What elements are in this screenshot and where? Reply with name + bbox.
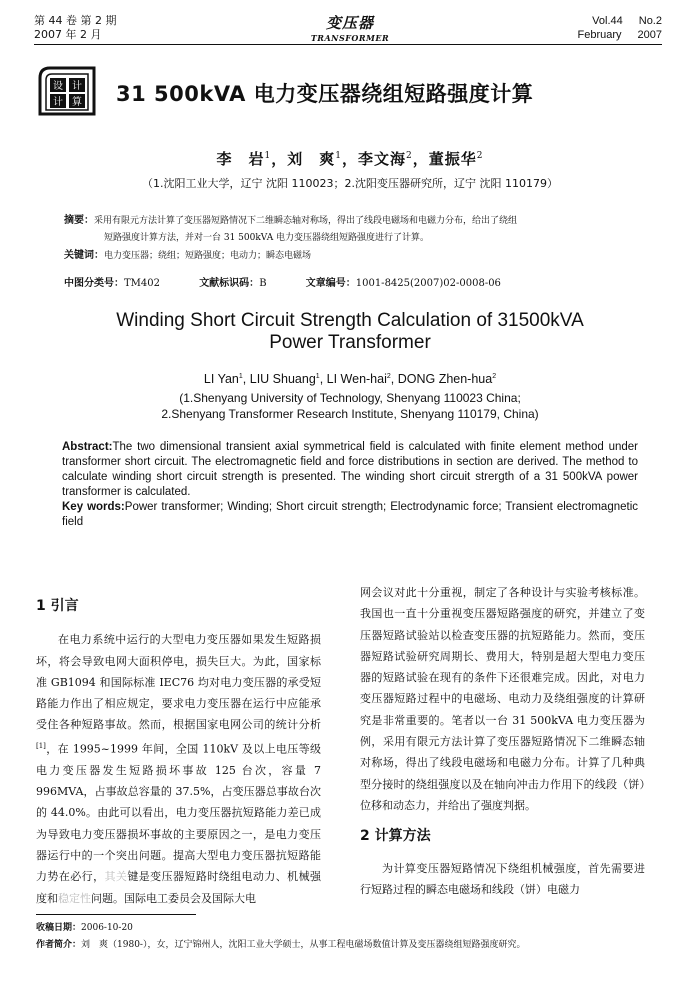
received-date: 2006-10-20	[81, 923, 133, 933]
author-bio: 刘 爽（1980-），女，辽宁锦州人，沈阳工业大学硕士，从事工程电磁场数值计算及变压器绕组短路强度研究。	[81, 940, 526, 950]
author-affil-mark: 2	[406, 151, 413, 161]
affil-en-line2: 2.Shenyang Transformer Research Institute, Shenyang 110179, China)	[161, 407, 539, 421]
section-heading-introduction: 1 引言	[36, 598, 79, 614]
footnote	[36, 920, 525, 954]
clc-number: TM402	[124, 278, 160, 289]
year-en: 2007	[637, 29, 662, 41]
intro-text-b: ，在 1995~1999 年间，全国 110kV 及以上电压等级电力变压器发生短路损坏事故 125 台次，容量 7 996MVA，占事故总容量的 37.5%，占变压器总事故台次的 44.0%。由此可以看出，电力变压器抗短路能力差已成为导致电力变压器损坏事故的主要原因之一，是电力变压器运行中的一个突出问题。提高大型电力变压器抗短路能力势在必行，	[36, 742, 321, 884]
affiliations-en	[0, 390, 700, 422]
received-label: 收稿日期：	[36, 923, 82, 933]
intro-paragraph-continued: 网会议对此十分重视，制定了各种设计与实验考核标准。我国也一直十分重视变压器短路强度的研究，并建立了变压器短路试验站以检查变压器的抗短路能力。然而，变压器短路试验研究周期长、费用大，特别是超大型电力变压器的短路试验在现有的条件下还很难完成。因此，对电力变压器短路过程中的电磁场、电动力及绕组强度的计算研究是非常重要的。笔者以一台 31 500kVA 电力变压器为例，采用有限元方法计算了变压器短路情况下二维瞬态轴对称场，得出了线段电磁场和电磁力分布。计算了几种典型分接时的绕组强度以及在轴向冲击力作用下的线段（饼）位移和动态力，并给出了强度判据。	[360, 586, 645, 812]
author-affil-mark-en: 2	[492, 372, 497, 380]
intro-paragraph	[36, 629, 321, 909]
author-name: 李 岩	[216, 150, 265, 168]
header-rule	[34, 44, 662, 45]
citation-ref: [1]	[36, 741, 46, 750]
article-number: 1001-8425(2007)02-0008-06	[355, 278, 501, 289]
title-en-line1: Winding Short Circuit Strength Calculation of 31500kVA	[116, 310, 584, 331]
author-name-en: LI Yan	[203, 372, 239, 386]
keywords-label-en: Key words:	[62, 501, 125, 513]
author-name-en: LIU Shuang	[249, 372, 316, 386]
abstract-label-en: Abstract:	[62, 441, 113, 453]
clc-label: 中图分类号：	[64, 278, 124, 289]
design-calculation-column-icon	[36, 62, 98, 118]
month-en: February	[577, 29, 622, 41]
author-affil-mark-en: 1	[315, 372, 320, 380]
author-name: 刘 爽	[287, 150, 336, 168]
keywords-label-cn: 关键词：	[64, 250, 104, 261]
abstract-en	[62, 440, 638, 530]
volume-issue: 第 44 卷 第 2 期	[34, 14, 117, 27]
paper-title-en	[0, 310, 700, 354]
author-name-en: LI Wen-hai	[326, 372, 387, 386]
title-en-line2: Power Transformer	[269, 332, 431, 353]
body-column-left	[36, 580, 321, 909]
method-paragraph: 为计算变压器短路情况下绕组机械强度，首先需要进行短路过程的瞬态电磁场和线段（饼）电磁力	[360, 861, 645, 896]
author-name: 董振华	[428, 150, 477, 168]
keywords-text-en: Power transformer; Winding; Short circuit strength; Electrodynamic force; Transient electromagnetic field	[62, 501, 639, 528]
author-list-cn: 李 岩$^1$，刘 爽$^1$，李文海$^2$，董振华$^2$	[216, 150, 484, 168]
number-en: No.2	[638, 15, 662, 27]
author-affil-mark: 2	[476, 151, 484, 161]
author-name-en: DONG Zhen-hua	[397, 372, 493, 386]
affiliations-cn: （1.沈阳工业大学，辽宁 沈阳 110023；2.沈阳变压器研究所，辽宁 沈阳 110179）	[142, 177, 558, 190]
author-list-en: LI Yan$^1$, LIU Shuang$^1$, LI Wen-hai$^2$, DONG Zhen-hua$^2$	[203, 372, 497, 386]
keywords-text-cn: 电力变压器；绕组；短路强度；电动力；瞬态电磁场	[104, 251, 312, 261]
article-number-label: 文章编号：	[305, 278, 356, 289]
journal-issue-en	[561, 14, 662, 42]
journal-name-en: TRANSFORMER	[310, 33, 390, 43]
author-affil-mark: 1	[335, 151, 342, 161]
logo-char-she: 设	[53, 81, 63, 92]
section-heading-method: 2 计算方法	[360, 828, 431, 845]
author-affil-mark-en: 2	[386, 372, 391, 380]
author-bio-label: 作者简介：	[36, 940, 82, 950]
footnote-rule	[36, 914, 196, 915]
doc-code: B	[259, 278, 267, 289]
author-affil-mark-en: 1	[238, 372, 243, 380]
logo-char-suan: 算	[72, 97, 82, 108]
abstract-label-cn: 摘要：	[64, 215, 94, 226]
classification-row	[64, 274, 501, 289]
issue-date: 2007 年 2 月	[34, 28, 102, 41]
logo-char-ji2: 计	[53, 97, 63, 108]
author-name: 李文海	[358, 150, 407, 168]
abstract-text-line2: 短路强度计算方法，并对一台 31 500kVA 电力变压器绕组短路强度进行了计算。	[104, 233, 430, 243]
author-affil-mark: 1	[264, 151, 272, 161]
logo-char-ji: 计	[72, 81, 82, 92]
faded-text: 其关	[104, 870, 128, 884]
keywords-cn	[64, 247, 664, 265]
affil-en-line1: (1.Shenyang University of Technology, Shenyang 110023 China;	[179, 391, 521, 405]
abstract-text-line1: 采用有限元方法计算了变压器短路情况下二维瞬态轴对称场，得出了线段电磁场和电磁力分布，给出了绕组	[94, 216, 518, 226]
paper-title-cn: 31 500kVA 电力变压器绕组短路强度计算	[116, 82, 534, 106]
abstract-text-en: The two dimensional transient axial symmetrical field is calculated with finite element method under transformer short circuit. The electromagnetic field and force distributions in section are derived. The method to calculate winding short circuit strength is presented. The winding short circuit strergth of a 31 500kVA power transformer is calculated.	[62, 441, 638, 498]
intro-text-c: 键是变压器短路时绕组电动力、机械强度和	[36, 870, 322, 905]
doc-code-label: 文献标识码：	[199, 278, 260, 289]
faded-text: 稳定性	[58, 891, 91, 905]
abstract-cn	[64, 212, 664, 265]
journal-name-cn: 变压器	[325, 14, 374, 32]
body-column-right	[360, 582, 645, 900]
volume-en: Vol.44	[592, 15, 623, 27]
intro-text-d: 问题。国际电工委员会及国际大电	[91, 891, 256, 905]
intro-text-a: 在电力系统中运行的大型电力变压器如果发生短路损坏，将会导致电网大面积停电，损失巨大。为此，国家标准 GB1094 和国际标准 IEC76 均对电力变压器的承受短路能力作出了相应规定，要求电力变压器在运行中应能承受住各种短路事故。然而，根据国家电网公司的统计分析	[36, 633, 321, 732]
